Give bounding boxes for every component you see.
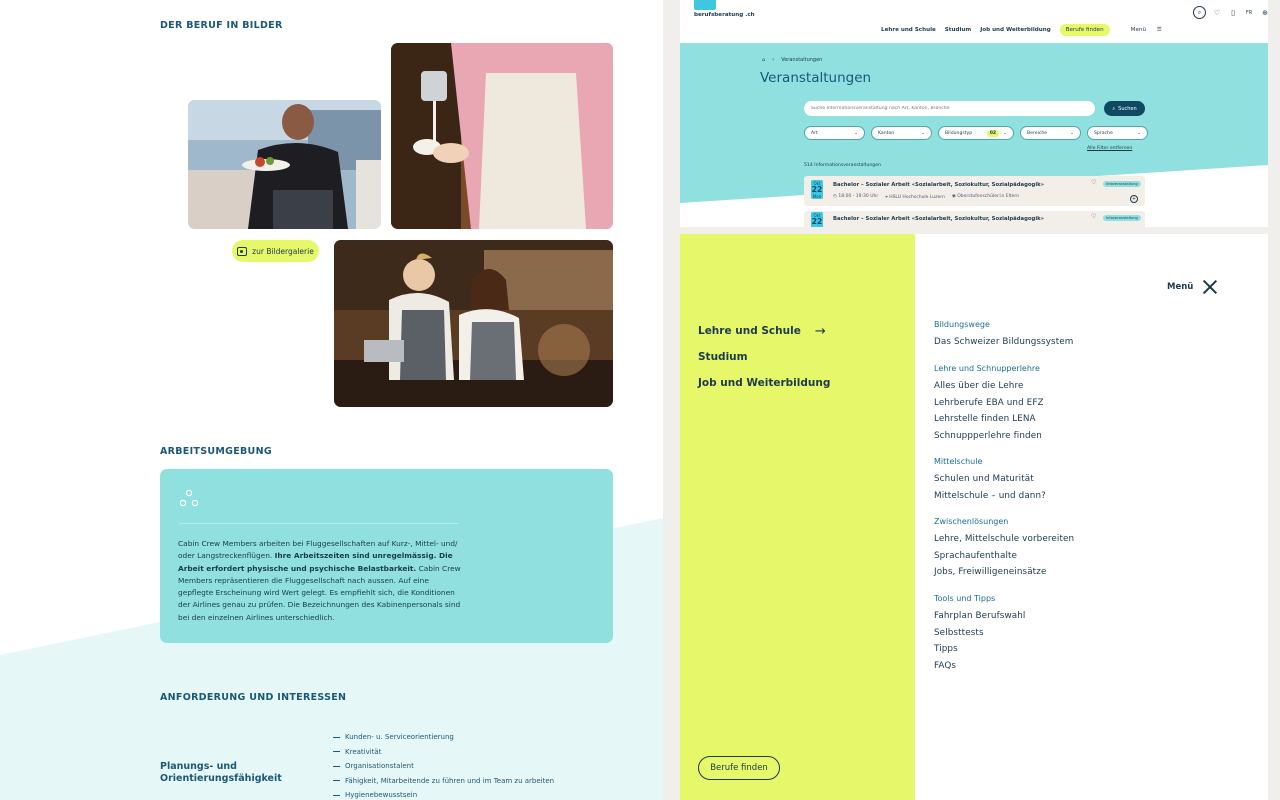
environment-section-title: ARBEITSUMGEBUNG <box>160 446 272 457</box>
heart-icon[interactable]: ♡ <box>1091 179 1097 186</box>
menu-group-heading: Bildungswege <box>934 319 990 329</box>
menu-link[interactable]: Lehrberufe EBA und EFZ <box>934 397 1044 408</box>
event-place-value: HSLU Hochschule Luzern <box>889 195 945 200</box>
filter-label: Sprache <box>1094 130 1113 136</box>
gallery-section-title: DER BERUF IN BILDER <box>160 20 283 31</box>
search-button-label: Suchen <box>1118 105 1137 112</box>
event-time-value: 18:00 - 19:30 Uhr <box>838 194 879 199</box>
home-icon[interactable]: ⌂ <box>762 57 766 63</box>
photo-waiter[interactable] <box>188 100 381 229</box>
menu-group-tools-tipps <box>934 591 1025 674</box>
menu-primary-nav <box>698 318 830 396</box>
brand-logo-text[interactable]: berufsberatung .ch <box>694 12 755 18</box>
main-nav <box>881 24 1180 36</box>
event-date <box>811 212 823 227</box>
photo-waiter-image <box>188 100 381 229</box>
event-time: ◷ 18:00 - 19:30 Uhr <box>833 194 879 199</box>
requirement-item: Organisationstalent <box>333 759 554 774</box>
requirement-group-title: Planungs- und Orientierungsfähigkeit <box>160 761 282 784</box>
menu-link[interactable]: Lehrstelle finden LENA <box>934 414 1036 425</box>
close-icon <box>1203 280 1217 294</box>
event-audience-value: Oberstufenschüler:in Eltern <box>957 194 1020 199</box>
filter-kanton[interactable] <box>871 126 932 140</box>
menu-group-mittelschule <box>934 454 1046 504</box>
gallery-icon <box>237 247 247 256</box>
menu-item-label: Lehre und Schule <box>698 325 801 337</box>
environment-text-part1: Cabin Crew Members arbeiten bei Fluggesellschaften auf Kurz-, Mittel- und/ oder Langstreckenflügen. <box>178 539 458 561</box>
berufe-finden-button[interactable]: Berufe finden <box>698 756 780 780</box>
environment-text-bold: Ihre Arbeitszeiten sind unregelmässig. Die Arbeit erfordert physische und psychische Belastbarkeit. <box>178 551 453 573</box>
filter-label: Kanton <box>878 130 895 136</box>
event-search-input[interactable] <box>804 101 1095 116</box>
menu-overlay-preview <box>680 234 1268 800</box>
event-audience: ◉ Oberstufenschüler:in Eltern <box>951 194 1020 199</box>
menu-link[interactable]: Selbsttests <box>934 627 984 638</box>
menu-group-bildungswege <box>934 317 1073 351</box>
clear-filters-link[interactable]: Alle Filter entfernen <box>1087 146 1133 151</box>
filter-count-badge: 02 <box>987 130 999 137</box>
language-label[interactable]: FR <box>1245 9 1253 16</box>
menu-link[interactable]: Sprachaufenthalte <box>934 550 1018 561</box>
search-icon: ⌕ <box>1112 105 1116 112</box>
environment-text <box>178 538 463 624</box>
event-place: ⌖ HSLU Hochschule Luzern <box>885 195 945 200</box>
event-tag: Infoveranstaltung <box>1103 215 1141 221</box>
page-title: Veranstaltungen <box>760 70 872 86</box>
photo-baristas-team[interactable] <box>334 240 613 407</box>
environment-card <box>160 469 613 643</box>
filter-bar <box>804 126 1148 140</box>
menu-link[interactable]: Mittelschule – und dann? <box>934 490 1046 501</box>
menu-group-heading: Zwischenlösungen <box>934 516 1009 526</box>
menu-group-lehre <box>934 361 1044 444</box>
filter-label: Bildungstyp <box>945 130 973 136</box>
filter-sprache[interactable] <box>1087 126 1148 140</box>
menu-item-studium[interactable]: Studium <box>698 351 748 363</box>
menu-item-job-und-weiterbildung[interactable]: Job und Weiterbildung <box>698 377 831 389</box>
event-card[interactable] <box>804 176 1145 206</box>
event-title[interactable]: Bachelor – Sozialer Arbeit «Sozialarbeit, Soziokultur, Sozialpädagogik» <box>833 216 1045 222</box>
menu-link[interactable]: Tipps <box>934 644 958 655</box>
nav-item-job[interactable]: Job und Weiterbildung <box>980 27 1051 33</box>
event-card[interactable] <box>804 211 1145 227</box>
compare-icon[interactable]: ▯ <box>1231 8 1235 17</box>
menu-close-button[interactable] <box>1167 280 1217 294</box>
menu-group-heading: Tools und Tipps <box>934 593 996 603</box>
nav-cta-berufe-finden[interactable]: Berufe finden <box>1060 24 1110 36</box>
nav-item-studium[interactable]: Studium <box>944 27 972 33</box>
menu-group-heading: Mittelschule <box>934 456 983 466</box>
requirement-item: Fähigkeit, Mitarbeitende zu führen und im Team zu arbeiten <box>333 774 554 789</box>
requirement-item: Kunden- u. Serviceorientierung <box>333 730 554 745</box>
arrow-right-icon: → <box>814 323 826 339</box>
menu-link[interactable]: Alles über die Lehre <box>934 381 1024 392</box>
menu-group-zwischenloesungen <box>934 514 1074 581</box>
event-month: Okt <box>813 181 821 186</box>
breadcrumb <box>762 57 822 63</box>
event-month: Okt <box>813 213 821 218</box>
photo-barista-pouring-image <box>391 43 613 229</box>
chevron-down-icon: ⌄ <box>921 130 925 136</box>
menu-link[interactable]: Fahrplan Berufswahl <box>934 611 1026 622</box>
environment-divider <box>179 523 459 524</box>
filter-bereiche[interactable] <box>1020 126 1081 140</box>
search-button[interactable] <box>1104 101 1145 116</box>
heart-icon[interactable]: ♡ <box>1091 213 1097 220</box>
people-icon <box>179 489 199 509</box>
menu-link[interactable]: FAQs <box>934 661 957 672</box>
chevron-down-icon: ⌄ <box>1137 130 1141 136</box>
menu-link[interactable]: Lehre, Mittelschule vorbereiten <box>934 534 1075 545</box>
menu-link[interactable]: Schnuppperlehre finden <box>934 431 1042 442</box>
menu-label: Menü <box>1130 27 1146 33</box>
hamburger-icon: ☰ <box>1156 27 1162 33</box>
brand-logo-mark[interactable] <box>694 0 716 10</box>
menu-primary-column <box>680 234 915 800</box>
event-date <box>811 180 823 199</box>
chevron-right-icon: › <box>772 57 775 63</box>
menu-close-label: Menü <box>1167 282 1194 292</box>
filter-label: Art <box>811 130 818 136</box>
add-icon[interactable]: + <box>1131 196 1137 202</box>
photo-barista-pouring[interactable] <box>391 43 613 229</box>
chevron-down-icon: ⌄ <box>854 130 858 136</box>
gallery-button-label: zur Bildergalerie <box>252 246 314 256</box>
header-icon-bar <box>1193 6 1268 19</box>
menu-link[interactable]: Das Schweizer Bildungssystem <box>934 337 1074 348</box>
event-day: 22 <box>811 217 823 226</box>
chevron-down-icon: ⌄ <box>1070 130 1074 136</box>
result-count: 514 Informationsveranstaltungen <box>804 163 881 168</box>
gallery-button[interactable] <box>232 240 319 262</box>
event-day: 22 <box>811 185 823 194</box>
requirements-section-title: ANFORDERUNG UND INTERESSEN <box>160 692 347 703</box>
environment-text-part2: Cabin Crew Members repräsentieren die Fluggesellschaft nach aussen. Auf eine gepflegte Erscheinung wird Wert gelegt. Es empfiehlt sich, die Konditionen der Airlines genau zu prüfen. Die Bezeichnungen des Kabinenpersonals sind bei den einzelnen Airlines unterschiedlich. <box>178 563 461 622</box>
requirements-list <box>333 730 554 800</box>
menu-link[interactable]: Jobs, Freiwilligeneinsätze <box>934 567 1047 578</box>
menu-link[interactable]: Schulen und Maturität <box>934 474 1034 485</box>
chevron-down-icon: ⌄ <box>1003 130 1007 136</box>
event-tag: Infoveranstaltung <box>1103 181 1141 187</box>
filter-art[interactable] <box>804 126 865 140</box>
globe-icon[interactable]: ⊕ <box>1262 8 1268 17</box>
menu-button[interactable] <box>1131 27 1171 33</box>
menu-group-heading: Lehre und Schnupperlehre <box>934 363 1040 373</box>
heart-icon[interactable]: ♡ <box>1213 8 1221 17</box>
event-weekday: Mon <box>812 194 822 199</box>
filter-bildungstyp[interactable] <box>938 126 1014 140</box>
photo-baristas-team-image <box>334 240 613 407</box>
nav-item-lehre[interactable]: Lehre und Schule <box>881 27 936 33</box>
event-meta <box>833 194 1019 200</box>
menu-item-lehre-und-schule[interactable] <box>698 318 830 344</box>
requirement-item: Kreativität <box>333 745 554 760</box>
requirement-item: Hygienebewusstsein <box>333 788 554 800</box>
event-title[interactable]: Bachelor – Sozialer Arbeit «Sozialarbeit, Soziokultur, Sozialpädagogik» <box>833 182 1045 188</box>
events-page-preview <box>680 0 1268 227</box>
filter-label: Bereiche <box>1027 130 1048 136</box>
search-icon[interactable]: ⌕ <box>1193 6 1206 19</box>
breadcrumb-current: Veranstaltungen <box>781 57 823 63</box>
